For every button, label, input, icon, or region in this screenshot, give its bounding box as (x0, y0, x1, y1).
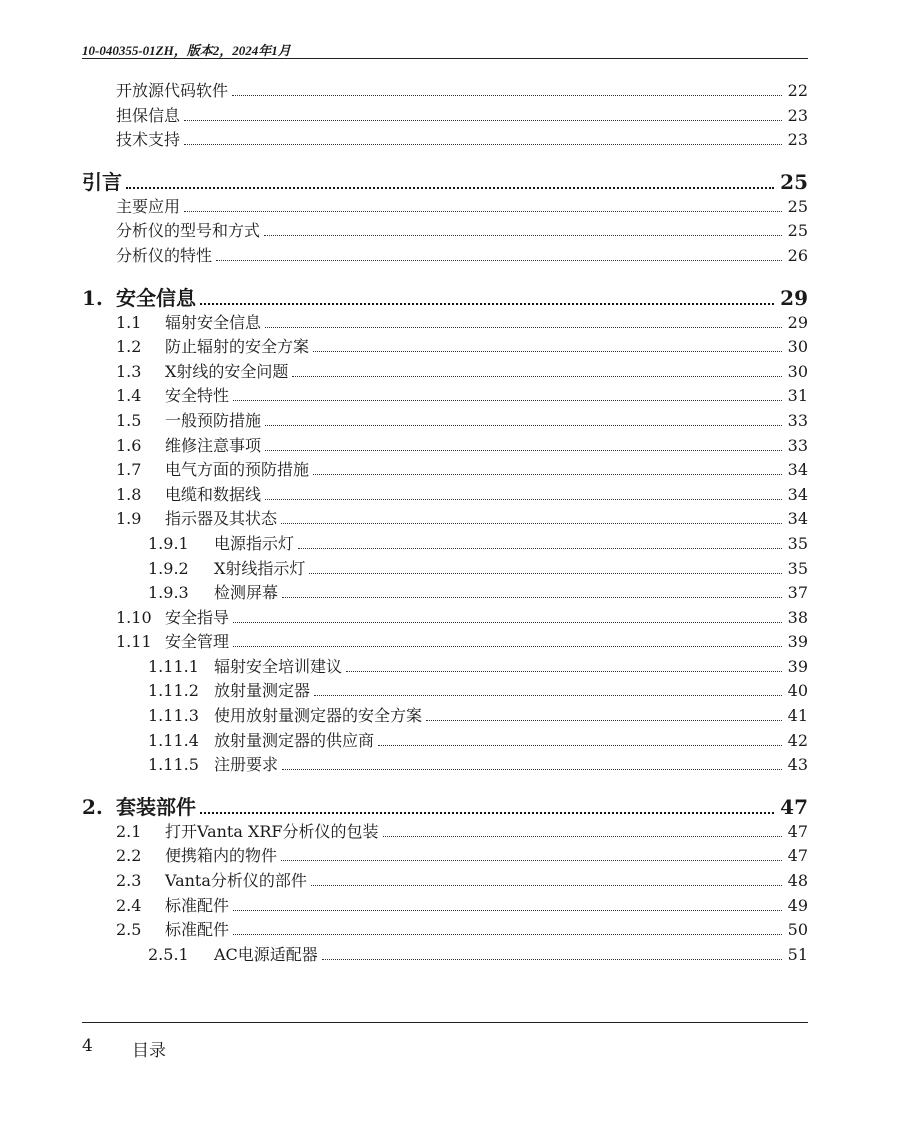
running-header: 10-040355-01ZH，版本2，2024年1月 (82, 43, 291, 58)
toc-entry-page: 48 (787, 871, 808, 891)
toc-leader-dots (184, 128, 782, 145)
toc-entry[interactable] (82, 819, 808, 844)
toc-entry-page: 33 (787, 410, 808, 430)
toc-entry[interactable] (82, 359, 808, 384)
toc-entry[interactable] (82, 678, 808, 703)
toc-entry[interactable] (82, 703, 808, 728)
toc-entry-number: 2.1 (116, 821, 142, 841)
toc-entry-number: 1.4 (116, 386, 142, 406)
toc-entry-page: 35 (787, 558, 808, 578)
toc-entry-page: 25 (787, 221, 808, 241)
toc-entry-number: 1.7 (116, 460, 142, 480)
footer-rule (82, 1022, 808, 1023)
toc-entry-title: 检测屏幕 (214, 583, 279, 603)
toc-entry-number: 1.3 (116, 361, 142, 381)
toc-chapter-entry[interactable] (82, 791, 808, 819)
toc-entry-title: 辐射安全信息 (165, 312, 262, 332)
toc-leader-dots (292, 360, 781, 377)
toc-entry-page: 47 (787, 821, 808, 841)
toc-leader-dots (233, 384, 782, 401)
toc-entry-number: 2.3 (116, 871, 142, 891)
toc-entry-number: 1.2 (116, 337, 142, 357)
toc-entry[interactable] (82, 127, 808, 152)
toc-leader-dots (313, 458, 782, 475)
toc-entry-page: 34 (787, 509, 808, 529)
toc-leader-dots (281, 844, 782, 861)
toc-entry[interactable] (82, 457, 808, 482)
toc-leader-dots (233, 918, 782, 935)
toc-leader-dots (184, 195, 782, 212)
toc-entry-title: 引言 (82, 169, 122, 194)
toc-entry-title: Vanta分析仪的部件 (165, 871, 307, 891)
toc-leader-dots (265, 311, 782, 328)
toc-entry-title: 安全特性 (165, 386, 230, 406)
toc-entry-title: 防止辐射的安全方案 (165, 337, 310, 357)
toc-entry-page: 42 (787, 730, 808, 750)
toc-leader-dots (126, 167, 774, 189)
toc-leader-dots (346, 655, 782, 672)
toc-leader-dots (298, 532, 782, 549)
toc-entry-page: 43 (787, 755, 808, 775)
toc-entry-page: 41 (787, 706, 808, 726)
toc-entry-number: 1.11.2 (148, 681, 199, 701)
toc-entry-number: 1.9.2 (148, 558, 189, 578)
toc-entry-title: 安全指导 (165, 607, 230, 627)
toc-entry-title: 注册要求 (214, 755, 279, 775)
toc-entry-number: 2.5 (116, 920, 142, 940)
toc-entry-title: 指示器及其状态 (165, 509, 278, 529)
toc-entry[interactable] (82, 334, 808, 359)
toc-entry-title: 担保信息 (116, 105, 181, 125)
toc-entry-number: 2. (82, 794, 103, 819)
toc-leader-dots (313, 335, 782, 352)
toc-entry[interactable] (82, 893, 808, 918)
toc-leader-dots (265, 409, 782, 426)
toc-leader-dots (282, 581, 782, 598)
toc-entry-title: X射线的安全问题 (165, 361, 289, 381)
running-footer (82, 1036, 166, 1061)
toc-entry-page: 50 (787, 920, 808, 940)
toc-entry-title: AC电源适配器 (214, 944, 318, 964)
toc-entry[interactable] (82, 194, 808, 219)
toc-entry-title: 打开Vanta XRF分析仪的包装 (165, 821, 379, 841)
toc-entry-number: 1.10 (116, 607, 152, 627)
toc-entry[interactable] (82, 654, 808, 679)
toc-entry-title: 标准配件 (165, 895, 230, 915)
toc-chapter-entry[interactable] (82, 166, 808, 194)
toc-entry-page: 47 (780, 794, 808, 819)
toc-entry-page: 38 (787, 607, 808, 627)
toc-leader-dots (216, 244, 782, 261)
toc-leader-dots (200, 283, 774, 305)
toc-entry-page: 26 (787, 245, 808, 265)
toc-entry[interactable] (82, 752, 808, 777)
toc-entry-number: 1.6 (116, 435, 142, 455)
toc-entry[interactable] (82, 482, 808, 507)
toc-entry-page: 29 (787, 312, 808, 332)
toc-entry-number: 2.2 (116, 846, 142, 866)
toc-entry-page: 22 (787, 81, 808, 100)
toc-entry-number: 1.11.3 (148, 706, 199, 726)
toc-entry[interactable] (82, 506, 808, 531)
toc-entry-page: 33 (787, 435, 808, 455)
toc-entry-page: 25 (780, 169, 808, 194)
toc-entry-title: 套装部件 (116, 794, 196, 819)
toc-entry-page: 29 (780, 285, 808, 310)
toc-entry-number: 1.11 (116, 632, 152, 652)
toc-entry-page: 39 (787, 632, 808, 652)
toc-entry-title: 标准配件 (165, 920, 230, 940)
table-of-contents (82, 78, 808, 966)
toc-entry-number: 1.11.5 (148, 755, 199, 775)
toc-entry-page: 34 (787, 460, 808, 480)
toc-leader-dots (281, 507, 782, 524)
toc-entry[interactable] (82, 383, 808, 408)
toc-entry-number: 1.9 (116, 509, 142, 529)
toc-leader-dots (265, 483, 782, 500)
toc-leader-dots (314, 679, 782, 696)
toc-entry[interactable] (82, 868, 808, 893)
toc-entry-title: 放射量测定器 (214, 681, 311, 701)
toc-leader-dots (233, 606, 782, 623)
toc-entry-title: 放射量测定器的供应商 (214, 730, 375, 750)
toc-entry-number: 1.9.3 (148, 583, 189, 603)
toc-entry[interactable] (82, 310, 808, 335)
toc-leader-dots (309, 557, 781, 574)
toc-entry-page: 49 (787, 895, 808, 915)
toc-entry[interactable] (82, 243, 808, 268)
toc-leader-dots (200, 792, 774, 814)
toc-entry-title: 安全管理 (165, 632, 230, 652)
toc-entry-title: 开放源代码软件 (116, 81, 229, 100)
toc-entry[interactable] (82, 917, 808, 942)
toc-entry[interactable] (82, 408, 808, 433)
toc-entry-number: 1. (82, 285, 103, 310)
toc-entry-page: 47 (787, 846, 808, 866)
toc-entry-page: 34 (787, 484, 808, 504)
toc-entry[interactable] (82, 629, 808, 654)
header-rule (82, 58, 808, 59)
toc-entry-number: 2.4 (116, 895, 142, 915)
toc-entry-page: 25 (787, 196, 808, 216)
toc-entry[interactable] (82, 605, 808, 630)
toc-leader-dots (265, 434, 782, 451)
toc-entry-title: 技术支持 (116, 130, 181, 150)
toc-entry-number: 1.11.1 (148, 656, 199, 676)
toc-entry-title: 安全信息 (116, 285, 196, 310)
toc-entry[interactable] (82, 531, 808, 556)
toc-entry-title: 分析仪的特性 (116, 245, 213, 265)
toc-entry-title: X射线指示灯 (214, 558, 306, 578)
toc-entry-page: 30 (787, 361, 808, 381)
toc-entry-number: 1.5 (116, 410, 142, 430)
toc-leader-dots (311, 869, 782, 886)
toc-entry-title: 电源指示灯 (214, 533, 295, 553)
toc-entry-title: 分析仪的型号和方式 (116, 221, 261, 241)
toc-entry-page: 23 (787, 130, 808, 150)
toc-entry-title: 便携箱内的物件 (165, 846, 278, 866)
toc-entry-page: 51 (787, 944, 808, 964)
toc-entry-number: 2.5.1 (148, 944, 189, 964)
toc-entry[interactable] (82, 103, 808, 128)
toc-entry-page: 30 (787, 337, 808, 357)
toc-entry-page: 40 (787, 681, 808, 701)
toc-entry-title: 主要应用 (116, 196, 181, 216)
toc-entry-page: 37 (787, 583, 808, 603)
toc-entry-page: 35 (787, 533, 808, 553)
toc-entry[interactable] (82, 843, 808, 868)
toc-leader-dots (233, 630, 782, 647)
toc-entry[interactable] (82, 728, 808, 753)
toc-entry-page: 39 (787, 656, 808, 676)
toc-entry-page: 23 (787, 105, 808, 125)
toc-entry[interactable] (82, 580, 808, 605)
toc-entry-number: 1.11.4 (148, 730, 199, 750)
toc-entry[interactable] (82, 556, 808, 581)
toc-leader-dots (378, 729, 782, 746)
toc-entry-title: 一般预防措施 (165, 410, 262, 430)
toc-leader-dots (322, 943, 782, 960)
footer-page-number: 4 (82, 1036, 93, 1056)
toc-entry-number: 1.1 (116, 312, 142, 332)
toc-entry-title: 电气方面的预防措施 (165, 460, 310, 480)
toc-entry-page: 31 (787, 386, 808, 406)
toc-entry-number: 1.9.1 (148, 533, 189, 553)
toc-leader-dots (426, 704, 782, 721)
toc-entry-title: 使用放射量测定器的安全方案 (214, 706, 423, 726)
toc-entry[interactable] (82, 218, 808, 243)
toc-leader-dots (282, 753, 782, 770)
toc-entry-title: 维修注意事项 (165, 435, 262, 455)
toc-entry[interactable] (82, 433, 808, 458)
toc-leader-dots (233, 894, 782, 911)
toc-leader-dots (383, 820, 782, 837)
toc-entry-title: 辐射安全培训建议 (214, 656, 343, 676)
toc-leader-dots (184, 104, 782, 121)
toc-entry[interactable] (82, 78, 808, 103)
toc-entry[interactable] (82, 942, 808, 967)
toc-entry-number: 1.8 (116, 484, 142, 504)
toc-leader-dots (264, 219, 782, 236)
toc-leader-dots (232, 79, 782, 96)
toc-entry-title: 电缆和数据线 (165, 484, 262, 504)
footer-section-title: 目录 (132, 1041, 166, 1061)
toc-chapter-entry[interactable] (82, 282, 808, 310)
